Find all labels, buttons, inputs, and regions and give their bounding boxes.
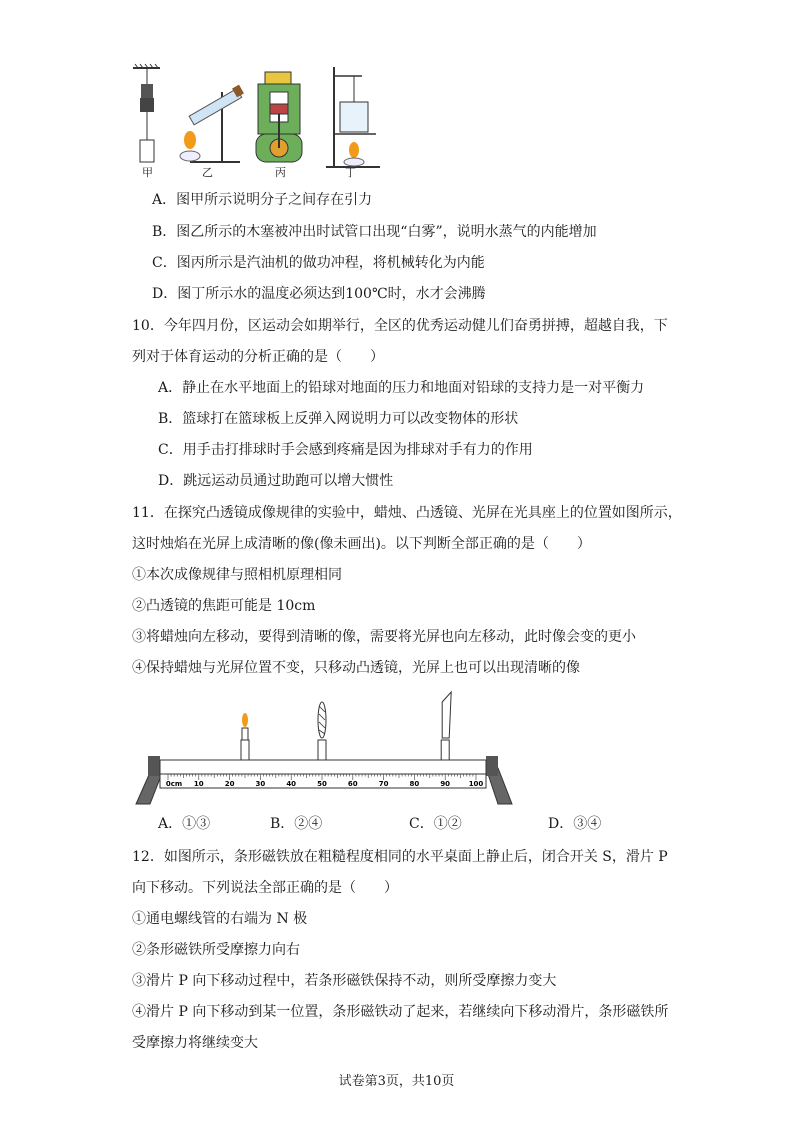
ruler-label: 90 [440, 780, 451, 788]
bench-rail [160, 760, 486, 774]
q12-stem-line2: 向下移动。下列说法全部正确的是（ ） [132, 880, 398, 896]
bench-left-end [148, 756, 160, 776]
optical-bench-drawing [130, 690, 520, 810]
q11-stem-line2: 这时烛焰在光屏上成清晰的像(像未画出)。以下判断全部正确的是（ ） [132, 536, 591, 552]
q11-statement-1: ①本次成像规律与照相机原理相同 [132, 567, 342, 583]
q11-option-b: B．②④ [270, 816, 323, 832]
figure-q9 [130, 62, 390, 182]
q12-statement-4b: 受摩擦力将继续变大 [132, 1035, 258, 1051]
ruler-label: 40 [286, 780, 297, 788]
q11-stem-line1: 11．在探究凸透镜成像规律的实验中，蜡烛、凸透镜、光屏在光具座上的位置如图所示， [132, 505, 682, 521]
q9-option-d: D．图丁所示水的温度必须达到100℃时，水才会沸腾 [152, 286, 486, 302]
q10-stem-line1: 10．今年四月份，区运动会如期举行，全区的优秀运动健儿们奋勇拼搏，超越自我，下 [132, 318, 668, 334]
lens-holder [318, 740, 326, 760]
ruler-label: 80 [409, 780, 420, 788]
q11-option-c: C．①② [409, 816, 462, 832]
page-footer: 试卷第3页，共10页 [338, 1074, 455, 1089]
q12-statement-1: ①通电螺线管的右端为 N 极 [132, 911, 308, 927]
light-screen [441, 692, 451, 760]
screen-holder [441, 740, 449, 760]
q12-stem-line1: 12．如图所示，条形磁铁放在粗糙程度相同的水平桌面上静止后，闭合开关 S，滑片 P [132, 849, 668, 865]
test-tube-illustration [180, 85, 244, 162]
candle-flame [242, 713, 248, 727]
ruler-label: 10 [193, 780, 204, 788]
candle-body [242, 728, 248, 740]
q10-stem-line2: 列对于体育运动的分析正确的是（ ） [132, 349, 384, 365]
lead-blocks-illustration [133, 64, 160, 162]
q9-option-b: B．图乙所示的木塞被冲出时试管口出现“白雾”，说明水蒸气的内能增加 [152, 224, 597, 240]
q12-statement-4a: ④滑片 P 向下移动到某一位置，条形磁铁动了起来，若继续向下移动滑片，条形磁铁所 [132, 1004, 669, 1020]
figure-optical-bench [130, 690, 520, 810]
q10-option-b: B．篮球打在篮球板上反弹入网说明力可以改变物体的形状 [158, 411, 519, 427]
q10-option-a: A．静止在水平地面上的铅球对地面的压力和地面对铅球的支持力是一对平衡力 [158, 380, 645, 396]
q11-statement-4: ④保持蜡烛与光屏位置不变，只移动凸透镜，光屏上也可以出现清晰的像 [132, 660, 580, 676]
q11-option-d: D．③④ [548, 816, 602, 832]
figure-label-bing: 丙 [275, 166, 286, 179]
ruler-label: 70 [378, 780, 389, 788]
figure-label-ding: 丁 [345, 166, 356, 179]
q9-option-a: A．图甲所示说明分子之间存在引力 [152, 192, 373, 208]
bench-right-end [486, 756, 498, 776]
ruler-label: 20 [224, 780, 235, 788]
q12-statement-2: ②条形磁铁所受摩擦力向右 [132, 942, 300, 958]
ruler-label: 50 [317, 780, 327, 788]
figure-q9-drawing [130, 62, 390, 182]
q11-statement-2: ②凸透镜的焦距可能是 10cm [132, 598, 316, 614]
q11-option-a: A．①③ [158, 816, 211, 832]
ruler-label: 0cm [165, 780, 183, 788]
q9-option-c: C．图丙所示是汽油机的做功冲程，将机械转化为内能 [152, 255, 485, 271]
ruler-label: 60 [347, 780, 358, 788]
convex-lens [318, 702, 326, 760]
engine-illustration [256, 72, 302, 162]
q10-option-d: D．跳远运动员通过助跑可以增大惯性 [158, 473, 394, 489]
figure-label-yi: 乙 [202, 166, 213, 179]
candle-holder [241, 740, 249, 760]
boiling-water-illustration [326, 67, 380, 167]
figure-label-jia: 甲 [142, 166, 153, 179]
q10-option-c: C．用手击打排球时手会感到疼痛是因为排球对手有力的作用 [158, 442, 533, 458]
candle [241, 713, 249, 760]
screen-panel [442, 692, 451, 738]
ruler-label: 100 [468, 780, 484, 788]
ruler-label: 30 [255, 780, 266, 788]
q11-statement-3: ③将蜡烛向左移动，要得到清晰的像，需要将光屏也向左移动，此时像会变的更小 [132, 629, 636, 645]
q12-statement-3: ③滑片 P 向下移动过程中，若条形磁铁保持不动，则所受摩擦力变大 [132, 973, 557, 989]
